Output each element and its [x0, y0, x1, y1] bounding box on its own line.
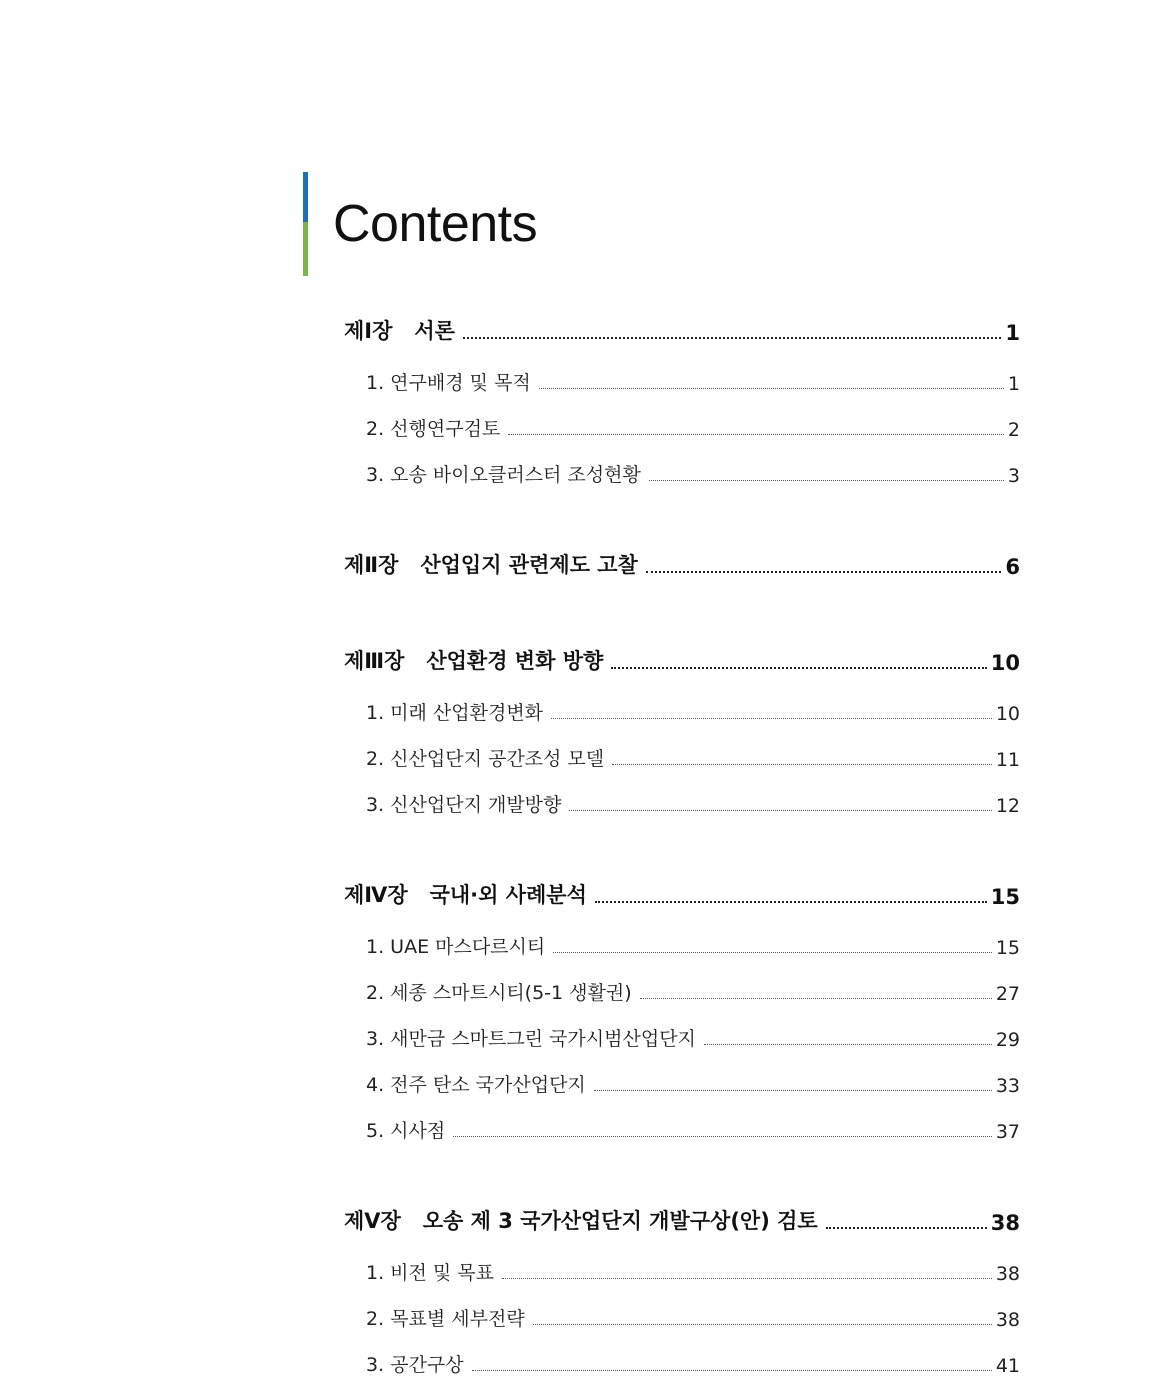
toc-dot-leader	[463, 337, 1001, 339]
toc-chapter-entry[interactable]	[344, 645, 1020, 675]
toc-dot-leader	[646, 571, 1002, 573]
toc-chapter-entry[interactable]	[344, 549, 1020, 579]
toc-section-entry[interactable]	[366, 411, 1020, 441]
toc-dot-leader	[453, 1136, 992, 1137]
toc-dot-leader	[502, 1278, 992, 1279]
toc-dot-leader	[640, 998, 992, 999]
toc-page-number: 41	[995, 1355, 1020, 1377]
toc-section-entry[interactable]	[366, 365, 1020, 395]
toc-dot-leader	[553, 952, 992, 953]
toc-section-entry[interactable]	[366, 741, 1020, 771]
toc-entry-title: 제Ⅱ장 산업입지 관련제도 고찰	[344, 553, 638, 577]
toc-entry-title: 3. 오송 바이오클러스터 조성현황	[366, 464, 641, 486]
toc-section-entry[interactable]	[366, 975, 1020, 1005]
toc-section-entry[interactable]	[366, 1301, 1020, 1331]
toc-section-entry[interactable]	[366, 787, 1020, 817]
toc-page-number: 1	[1007, 373, 1020, 395]
toc-dot-leader	[551, 718, 992, 719]
toc-chapter-entry[interactable]	[344, 1205, 1020, 1235]
toc-dot-leader	[569, 810, 991, 811]
toc-page-number: 15	[990, 885, 1020, 909]
toc-section-entry[interactable]	[366, 1067, 1020, 1097]
toc-page-number: 37	[995, 1121, 1020, 1143]
toc-entry-title: 제Ⅳ장 국내·외 사례분석	[344, 883, 587, 907]
toc-entry-title: 3. 새만금 스마트그린 국가시범산업단지	[366, 1028, 696, 1050]
toc-section-entry[interactable]	[366, 695, 1020, 725]
toc-page-number: 11	[995, 749, 1020, 771]
title-accent-bar	[303, 172, 308, 276]
toc-page-number: 3	[1007, 465, 1020, 487]
toc-dot-leader	[508, 434, 1004, 435]
toc-entry-title: 2. 목표별 세부전략	[366, 1308, 525, 1330]
page-title: Contents	[333, 195, 538, 253]
toc-page-number: 27	[995, 983, 1020, 1005]
toc-entry-title: 제Ⅴ장 오송 제 3 국가산업단지 개발구상(안) 검토	[344, 1209, 818, 1233]
toc-entry-title: 제Ⅲ장 산업환경 변화 방향	[344, 649, 604, 673]
toc-dot-leader	[539, 388, 1004, 389]
toc-page-number: 29	[995, 1029, 1020, 1051]
toc-page-number: 2	[1007, 419, 1020, 441]
toc-dot-leader	[611, 667, 986, 669]
toc-entry-title: 3. 공간구상	[366, 1354, 464, 1376]
toc-page-number: 6	[1005, 555, 1020, 579]
toc-entry-title: 2. 신산업단지 공간조성 모델	[366, 748, 605, 770]
toc-dot-leader	[595, 901, 987, 903]
toc-dot-leader	[649, 480, 1004, 481]
toc-dot-leader	[533, 1324, 992, 1325]
toc-section-entry[interactable]	[366, 1113, 1020, 1143]
toc-section-entry[interactable]	[366, 1347, 1020, 1377]
toc-entry-title: 1. 연구배경 및 목적	[366, 372, 531, 394]
toc-dot-leader	[594, 1090, 992, 1091]
toc-section-entry[interactable]	[366, 929, 1020, 959]
toc-page-number: 12	[995, 795, 1020, 817]
toc-entry-title: 제Ⅰ장 서론	[344, 319, 455, 343]
toc-section-entry[interactable]	[366, 1255, 1020, 1285]
toc-page-number: 38	[995, 1263, 1020, 1285]
toc-page-number: 33	[995, 1075, 1020, 1097]
toc-entry-title: 1. UAE 마스다르시티	[366, 936, 546, 958]
toc-page-number: 38	[995, 1309, 1020, 1331]
toc-page-number: 10	[990, 651, 1020, 675]
toc-entry-title: 2. 세종 스마트시티(5-1 생활권)	[366, 982, 632, 1004]
toc-page-number: 38	[990, 1211, 1020, 1235]
toc-entry-title: 1. 비전 및 목표	[366, 1262, 495, 1284]
accent-bar-green	[303, 222, 308, 276]
toc-entry-title: 4. 전주 탄소 국가산업단지	[366, 1074, 586, 1096]
toc-dot-leader	[612, 764, 992, 765]
toc-entry-title: 2. 선행연구검토	[366, 418, 501, 440]
toc-page-number: 10	[995, 703, 1020, 725]
toc-page-number: 15	[995, 937, 1020, 959]
toc-section-entry[interactable]	[366, 457, 1020, 487]
toc-entry-title: 5. 시사점	[366, 1120, 446, 1142]
toc-chapter-entry[interactable]	[344, 315, 1020, 345]
toc-chapter-entry[interactable]	[344, 879, 1020, 909]
accent-bar-blue	[303, 172, 308, 222]
toc-page-number: 1	[1005, 321, 1020, 345]
toc-dot-leader	[472, 1370, 992, 1371]
toc-dot-leader	[704, 1044, 992, 1045]
toc-entry-title: 1. 미래 산업환경변화	[366, 702, 544, 724]
toc-dot-leader	[826, 1227, 987, 1229]
toc-section-entry[interactable]	[366, 1021, 1020, 1051]
toc-entry-title: 3. 신산업단지 개발방향	[366, 794, 562, 816]
